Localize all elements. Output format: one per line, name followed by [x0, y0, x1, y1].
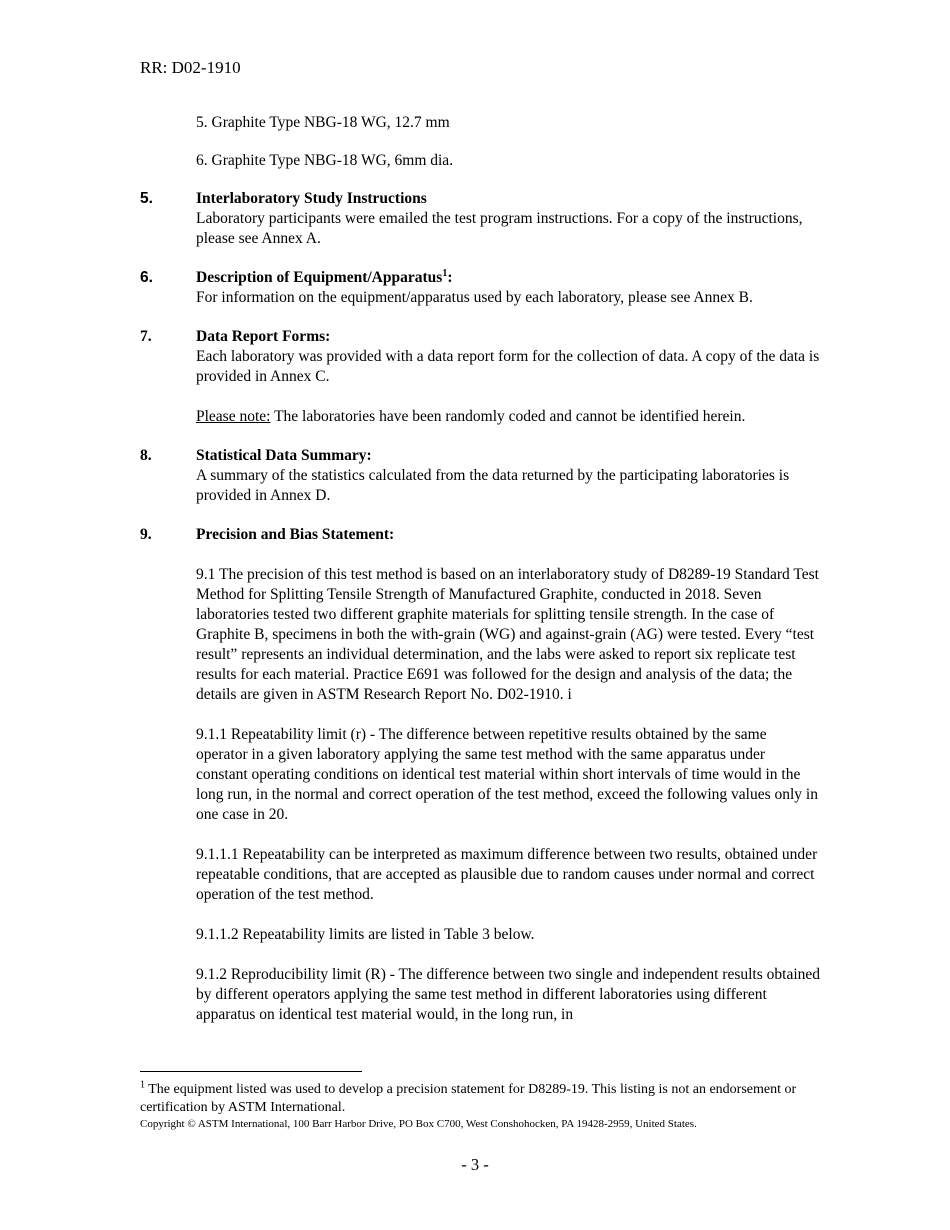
- paragraph-9-1-1-1: 9.1.1.1 Repeatability can be interpreted as maximum difference between two results, obtained under repeatable conditions, that are accepted as plausible due to random causes under normal and correct operation of the test method.: [196, 846, 818, 903]
- copyright-notice: Copyright © ASTM International, 100 Barr Harbor Drive, PO Box C700, West Conshohocken, PA 19428-2959, United States.: [140, 1118, 697, 1130]
- material-item: 5. Graphite Type NBG-18 WG, 12.7 mm: [196, 114, 450, 131]
- note-text: The laboratories have been randomly coded and cannot be identified herein.: [270, 408, 746, 425]
- section-title-suffix: :: [447, 269, 453, 286]
- section-number: 8.: [140, 447, 152, 464]
- paragraph-9-1: 9.1 The precision of this test method is based on an interlaboratory study of D8289-19 Standard Test Method for Splitting Tensile Strength of Manufactured Graphite, conducted in 2018. Seven laboratories tested two different graphite materials for splitting tensile strength. In the case of Graphite B, specimens in both the with-grain (WG) and against-grain (AG) were tested. Every “test result” represents an individual determination, and the labs were asked to report six replicate test results for each material. Practice E691 was followed for the design and analysis of the data; the details are given in ASTM Research Report No. D02-1910. i: [196, 566, 819, 703]
- note-paragraph: [196, 407, 820, 427]
- paragraph-9-1-1: 9.1.1 Repeatability limit (r) - The difference between repetitive results obtained by the same operator in a given laboratory applying the same test method with the same apparatus under constant operating conditions on identical test material within short intervals of time would in the long run, in the normal and correct operation of the test method, exceed the following values only in one case in 20.: [196, 726, 818, 823]
- section-number: 5.: [140, 190, 153, 207]
- section-title: Statistical Data Summary:: [196, 447, 372, 464]
- section-9: [140, 525, 820, 545]
- paragraph-9-1-1-2: 9.1.1.2 Repeatability limits are listed in Table 3 below.: [196, 926, 535, 943]
- section-text: A summary of the statistics calculated from the data returned by the participating laboratories is provided in Annex D.: [196, 467, 790, 504]
- footnote: [140, 1081, 820, 1117]
- section-title: [196, 268, 820, 288]
- section-8: [140, 446, 820, 506]
- section-title-text: Description of Equipment/Apparatus: [196, 269, 443, 286]
- paragraph-9-1-2: 9.1.2 Reproducibility limit (R) - The difference between two single and independent results obtained by different operators applying the same test method in different laboratories using different apparatus on identical test material would, in the long run, in: [196, 966, 821, 1023]
- note-label: Please note:: [196, 408, 271, 425]
- footnote-divider: [140, 1071, 362, 1072]
- report-id-header: RR: D02-1910: [140, 58, 241, 77]
- section-text: For information on the equipment/apparatus used by each laboratory, please see Annex B.: [196, 289, 753, 306]
- footnote-marker: 1: [140, 1079, 145, 1091]
- section-number: 9.: [140, 526, 152, 543]
- material-item: 6. Graphite Type NBG-18 WG, 6mm dia.: [196, 152, 454, 169]
- page-content: [140, 113, 820, 1025]
- section-6: [140, 268, 820, 308]
- section-7: [140, 327, 820, 427]
- page-number: - 3 -: [461, 1155, 489, 1174]
- footnote-text: The equipment listed was used to develop a precision statement for D8289-19. This listing is not an endorsement or certification by ASTM International.: [140, 1082, 797, 1115]
- section-text: Laboratory participants were emailed the test program instructions. For a copy of the instructions, please see Annex A.: [196, 210, 803, 247]
- section-text: Each laboratory was provided with a data report form for the collection of data. A copy of the data is provided in Annex C.: [196, 348, 820, 385]
- section-title: Precision and Bias Statement:: [196, 526, 395, 543]
- section-number: 6.: [140, 269, 153, 286]
- section-number: 7.: [140, 328, 152, 345]
- section-title: Data Report Forms:: [196, 328, 331, 345]
- section-title: Interlaboratory Study Instructions: [196, 190, 427, 207]
- section-5: [140, 189, 820, 249]
- footnote-ref[interactable]: 1: [442, 267, 448, 279]
